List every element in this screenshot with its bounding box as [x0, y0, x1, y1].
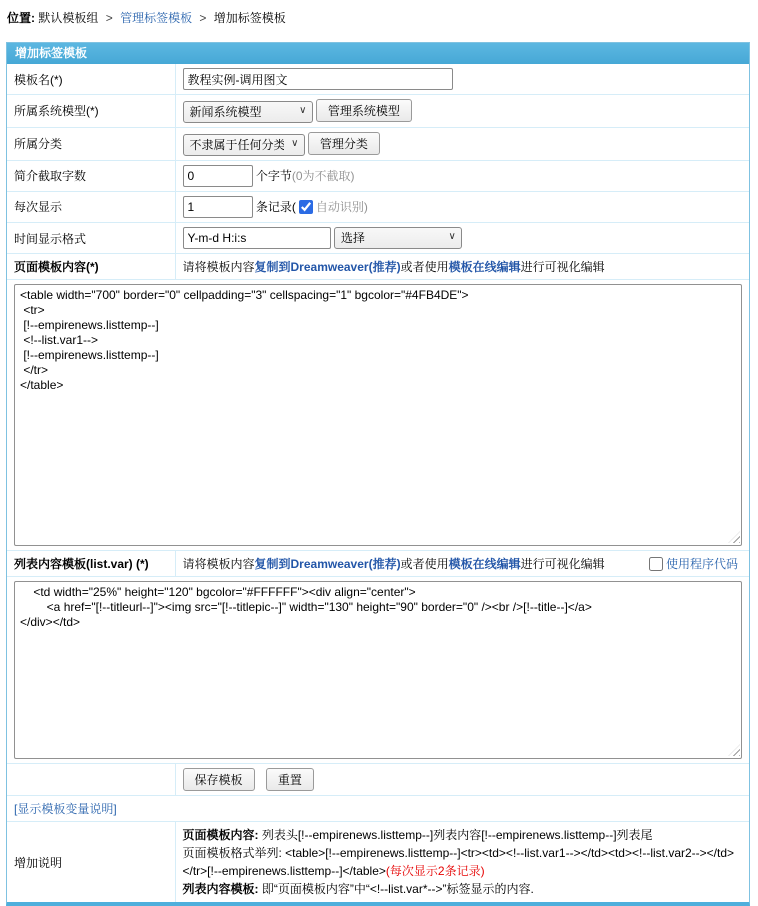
row-system-model [7, 95, 749, 128]
help-content [183, 826, 743, 898]
help-red-note: (每次显示2条记录) [385, 864, 485, 879]
dreamweaver-copy-link[interactable]: 复制到Dreamweaver(推荐) [254, 260, 401, 275]
intro-cut-unit: 个字节 [255, 168, 292, 183]
online-edit-link[interactable]: 模板在线编辑 [448, 557, 521, 572]
panel-title: 增加标签模板 [7, 43, 749, 64]
intro-cut-input[interactable] [183, 165, 253, 187]
row-page-template-label [7, 254, 749, 280]
category-label: 所属分类 [7, 127, 175, 160]
list-template-label: 列表内容模板(list.var) (*) [7, 551, 175, 577]
time-format-input[interactable] [183, 227, 331, 249]
save-template-button[interactable]: 保存模板 [183, 768, 255, 791]
row-per-display [7, 191, 749, 222]
row-buttons [7, 764, 749, 796]
reset-button[interactable]: 重置 [266, 768, 314, 791]
per-display-label: 每次显示 [7, 191, 175, 222]
row-list-template-code [7, 577, 749, 764]
category-select[interactable] [183, 134, 305, 156]
per-display-input[interactable] [183, 196, 253, 218]
row-show-vars [7, 796, 749, 822]
per-display-unit: 条记录( [255, 199, 296, 214]
form-table [7, 64, 749, 902]
breadcrumb-item-add-label-template: 增加标签模板 [213, 11, 286, 25]
help-line-2: 页面模板格式举列: <table>[!--empirenews.listtemp--]<tr><td><!--list.var1--></td><td><!--list.var2--></td></tr>[!--empirenews.listtemp--]</table>(每次显示2条记录) [182, 846, 735, 879]
row-category [7, 127, 749, 160]
help-line-1: 页面模板内容: 列表头[!--empirenews.listtemp--]列表内容[!--empirenews.listtemp--]列表尾 [182, 828, 653, 843]
time-format-preset-select[interactable] [334, 227, 462, 249]
row-help [7, 822, 749, 903]
row-time-format [7, 222, 749, 254]
breadcrumb [0, 0, 758, 26]
manage-system-model-button[interactable]: 管理系统模型 [316, 99, 412, 122]
breadcrumb-item-manage-label-templates[interactable]: 管理标签模板 [120, 11, 193, 25]
help-line-3: 列表内容模板: 即“页面模板内容”中“<!--list.var*-->”标签显示的内容. [182, 882, 534, 897]
template-name-label: 模板名(*) [7, 64, 175, 95]
online-edit-link[interactable]: 模板在线编辑 [448, 260, 521, 275]
intro-cut-label: 简介截取字数 [7, 160, 175, 191]
list-template-desc: 请将模板内容复制到Dreamweaver(推荐)或者使用模板在线编辑进行可视化编辑 [182, 557, 605, 572]
row-intro-cut [7, 160, 749, 191]
breadcrumb-item-template-group: 默认模板组 [38, 11, 99, 25]
page-template-desc: 请将模板内容复制到Dreamweaver(推荐)或者使用模板在线编辑进行可视化编辑 [182, 260, 605, 275]
list-template-textarea[interactable] [14, 581, 742, 759]
row-page-template-code [7, 280, 749, 551]
auto-detect-label: 自动识别) [315, 199, 368, 214]
add-label-template-panel [6, 42, 750, 906]
page-template-textarea[interactable] [14, 284, 742, 546]
manage-category-button[interactable]: 管理分类 [308, 132, 380, 155]
system-model-label: 所属系统模型(*) [7, 95, 175, 128]
intro-cut-hint: (0为不截取) [291, 168, 355, 183]
row-template-name [7, 64, 749, 95]
auto-detect-checkbox[interactable] [299, 200, 313, 214]
breadcrumb-prefix: 位置: [7, 11, 35, 25]
show-template-vars-link[interactable]: [显示模板变量说明] [14, 802, 117, 817]
system-model-select[interactable] [183, 101, 313, 123]
breadcrumb-separator: > [199, 11, 207, 25]
use-program-code-checkbox[interactable] [649, 557, 663, 571]
chevron-down-icon: ∨ [299, 104, 307, 116]
breadcrumb-separator: > [105, 11, 113, 25]
dreamweaver-copy-link[interactable]: 复制到Dreamweaver(推荐) [254, 557, 401, 572]
help-label: 增加说明 [7, 822, 175, 903]
chevron-down-icon: ∨ [291, 137, 299, 149]
buttons-empty-label [7, 764, 175, 796]
page-template-label: 页面模板内容(*) [7, 254, 175, 280]
template-name-input[interactable] [183, 68, 453, 90]
row-list-template-label [7, 551, 749, 577]
time-format-label: 时间显示格式 [7, 222, 175, 254]
chevron-down-icon: ∨ [448, 231, 456, 243]
use-program-code-label: 使用程序代码 [665, 557, 738, 572]
